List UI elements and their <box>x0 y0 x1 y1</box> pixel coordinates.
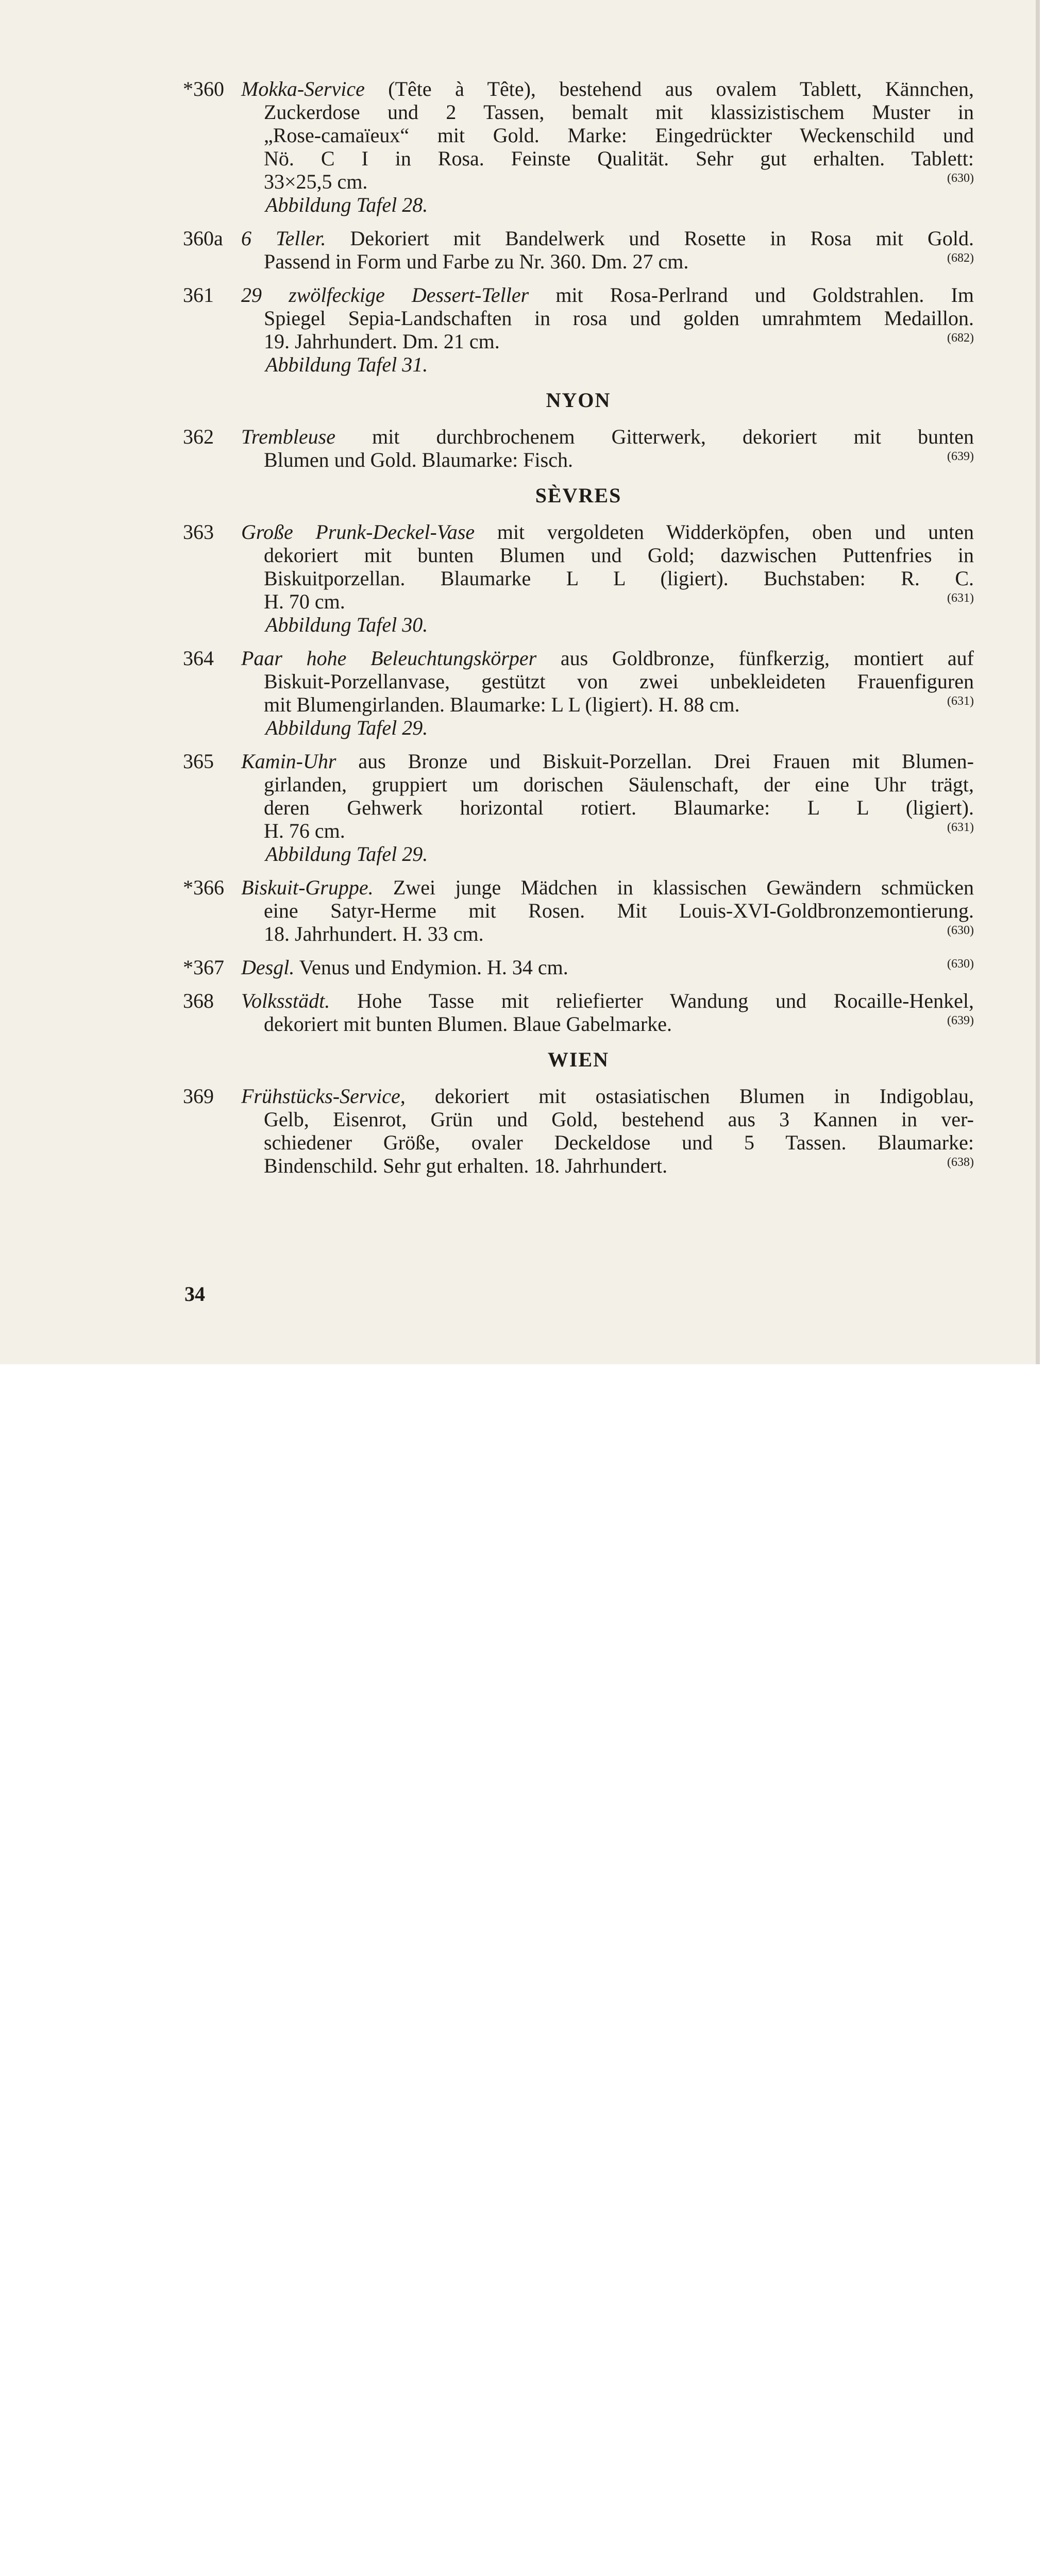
entry-text: 19. Jahrhundert. Dm. 21 cm. <box>264 330 500 353</box>
entry-text: (Tête à Tête), bestehend aus ovalem Tablett, Kännchen, <box>364 77 974 100</box>
heading-wien: WIEN <box>547 1048 610 1071</box>
entry-code: (682) <box>947 331 974 345</box>
entry-text: dekoriert mit bunten Blumen und Gold; dazwischen Puttenfries in <box>264 544 974 567</box>
entry-code: (630) <box>947 957 974 971</box>
catalog-entry <box>183 647 974 739</box>
entry-title: Trembleuse <box>241 425 335 448</box>
entry-illustration-ref: Abbildung Tafel 28. <box>265 193 428 216</box>
entry-line <box>183 773 974 796</box>
entry-line <box>183 1108 974 1131</box>
digitization-footer <box>0 1364 1045 1440</box>
catalog-entry <box>183 750 974 866</box>
entry-text: dekoriert mit bunten Blumen. Blaue Gabelmarke. <box>264 1012 672 1036</box>
entry-text: Nö. C I in Rosa. Feinste Qualität. Sehr gut erhalten. Tablett: <box>264 147 974 170</box>
catalog-entry <box>183 989 974 1036</box>
entry-text: Spiegel Sepia-Landschaften in rosa und golden umrahmtem Medaillon. <box>264 307 974 330</box>
entry-line <box>183 1084 974 1108</box>
catalog-entry <box>183 1084 974 1177</box>
entry-title: 29 zwölfeckige Dessert-Teller <box>241 283 529 307</box>
entry-text: mit durchbrochenem Gitterwerk, dekoriert mit bunten <box>335 425 974 448</box>
entry-title: Frühstücks-Service, <box>241 1084 406 1108</box>
entry-text: 33×25,5 cm. <box>264 170 368 193</box>
entry-number: 368 <box>183 989 214 1012</box>
page-number: 34 <box>184 1282 205 1306</box>
entry-number: 361 <box>183 283 214 307</box>
entry-line <box>183 100 974 124</box>
entry-line <box>183 250 974 273</box>
entry-text: Passend in Form und Farbe zu Nr. 360. Dm. 27 cm. <box>264 250 689 273</box>
entry-number: 365 <box>183 750 214 773</box>
heading-sevres: SÈVRES <box>535 484 622 507</box>
entry-line <box>183 1154 974 1177</box>
entry-text: girlanden, gruppiert um dorischen Säulenschaft, der eine Uhr trägt, <box>264 773 974 796</box>
entry-line <box>183 170 974 193</box>
entry-title: Kamin-Uhr <box>241 750 336 773</box>
entry-text: H. 76 cm. <box>264 819 345 842</box>
entry-code: (631) <box>947 694 974 708</box>
entry-text: Bindenschild. Sehr gut erhalten. 18. Jahrhundert. <box>264 1154 668 1177</box>
entry-code: (639) <box>947 450 974 463</box>
entry-title: Mokka-Service <box>241 77 365 100</box>
entry-text: 18. Jahrhundert. H. 33 cm. <box>264 922 484 945</box>
entry-text: Hohe Tasse mit reliefierter Wandung und Rocaille-Henkel, <box>330 989 974 1012</box>
entry-line <box>183 956 974 979</box>
entry-number: 360a <box>183 227 223 250</box>
entry-text: Zuckerdose und 2 Tassen, bemalt mit klassizistischem Muster in <box>264 100 974 124</box>
entry-line <box>183 544 974 567</box>
catalog-entry <box>183 283 974 376</box>
entry-number: *360 <box>183 77 224 100</box>
entry-line <box>183 227 974 250</box>
entry-text: Zwei junge Mädchen in klassischen Gewändern schmücken <box>373 876 974 899</box>
entry-line <box>183 1012 974 1036</box>
entry-text: H. 70 cm. <box>264 590 345 613</box>
entry-number: 364 <box>183 647 214 670</box>
entry-illustration-ref: Abbildung Tafel 31. <box>265 353 428 376</box>
entry-code: (682) <box>947 251 974 265</box>
entry-number: *366 <box>183 876 224 899</box>
entry-text: eine Satyr-Herme mit Rosen. Mit Louis-XVI-Goldbronzemontierung. <box>264 899 974 922</box>
catalog-entry <box>183 227 974 273</box>
section-wien <box>183 1084 974 1177</box>
entry-title: Große Prunk-Deckel-Vase <box>241 520 475 544</box>
entry-text: dekoriert mit ostasiatischen Blumen in Indigoblau, <box>405 1084 974 1108</box>
entry-code: (631) <box>947 821 974 834</box>
entry-number: 369 <box>183 1084 214 1108</box>
entry-line <box>183 819 974 842</box>
entry-illustration-ref: Abbildung Tafel 29. <box>265 842 428 866</box>
entry-text: mit Blumengirlanden. Blaumarke: L L (ligiert). H. 88 cm. <box>264 693 740 716</box>
entry-illustration-ref: Abbildung Tafel 29. <box>265 716 428 739</box>
entry-line <box>183 989 974 1012</box>
catalog-entry <box>183 520 974 636</box>
section-sevres <box>183 520 974 1036</box>
entry-code: (630) <box>947 924 974 937</box>
entry-line <box>183 899 974 922</box>
entry-text: aus Goldbronze, fünfkerzig, montiert auf <box>536 647 974 670</box>
catalog-content <box>183 77 974 1188</box>
entry-text: Blumen und Gold. Blaumarke: Fisch. <box>264 448 573 471</box>
entry-line <box>183 693 974 716</box>
entry-title: Paar hohe Beleuchtungskörper <box>241 647 537 670</box>
catalog-entry <box>183 956 974 979</box>
catalog-entry <box>183 425 974 471</box>
entry-text: mit vergoldeten Widderköpfen, oben und unten <box>475 520 974 544</box>
entry-line <box>183 520 974 544</box>
entry-code: (639) <box>947 1014 974 1027</box>
entry-line <box>183 922 974 945</box>
catalog-entry <box>183 77 974 216</box>
entry-title: Desgl. <box>241 956 295 979</box>
entry-text: aus Bronze und Biskuit-Porzellan. Drei Frauen mit Blumen- <box>336 750 974 773</box>
entry-text: Biskuitporzellan. Blaumarke L L (ligiert). Buchstaben: R. C. <box>264 567 974 590</box>
entry-line <box>183 750 974 773</box>
section-meissen-continued <box>183 77 974 376</box>
entry-number: 363 <box>183 520 214 544</box>
entry-line <box>183 124 974 147</box>
entry-code: (631) <box>947 591 974 605</box>
section-nyon <box>183 425 974 471</box>
entry-line <box>183 283 974 307</box>
entry-number: 362 <box>183 425 214 448</box>
entry-code: (630) <box>947 172 974 185</box>
entry-text: Venus und Endymion. H. 34 cm. <box>294 956 568 979</box>
entry-line <box>183 590 974 613</box>
entry-line <box>183 647 974 670</box>
entry-line <box>183 670 974 693</box>
entry-code: (638) <box>947 1156 974 1169</box>
entry-text: mit Rosa-Perlrand und Goldstrahlen. Im <box>529 283 974 307</box>
entry-text: Biskuit-Porzellanvase, gestützt von zwei unbekleideten Frauenfiguren <box>264 670 974 693</box>
entry-line <box>183 567 974 590</box>
entry-line <box>183 77 974 100</box>
entry-line <box>183 876 974 899</box>
entry-line <box>183 1131 974 1154</box>
entry-text: „Rose-camaïeux“ mit Gold. Marke: Eingedrückter Weckenschild und <box>264 124 974 147</box>
entry-text: deren Gehwerk horizontal rotiert. Blaumarke: L L (ligiert). <box>264 796 974 819</box>
entry-title: Volksstädt. <box>241 989 330 1012</box>
entry-text: schiedener Größe, ovaler Deckeldose und 5 Tassen. Blaumarke: <box>264 1131 974 1154</box>
catalog-entry <box>183 876 974 945</box>
entry-number: *367 <box>183 956 224 979</box>
entry-text: Dekoriert mit Bandelwerk und Rosette in Rosa mit Gold. <box>326 227 974 250</box>
entry-line <box>183 307 974 330</box>
entry-line <box>183 448 974 471</box>
entry-title: Biskuit-Gruppe. <box>241 876 374 899</box>
entry-line <box>183 425 974 448</box>
entry-text: Gelb, Eisenrot, Grün und Gold, bestehend aus 3 Kannen in ver- <box>264 1108 974 1131</box>
entry-line <box>183 147 974 170</box>
entry-title: 6 Teller. <box>241 227 326 250</box>
entry-illustration-ref: Abbildung Tafel 30. <box>265 613 428 636</box>
entry-line <box>183 796 974 819</box>
heading-nyon: NYON <box>546 388 611 412</box>
entry-line <box>183 330 974 353</box>
